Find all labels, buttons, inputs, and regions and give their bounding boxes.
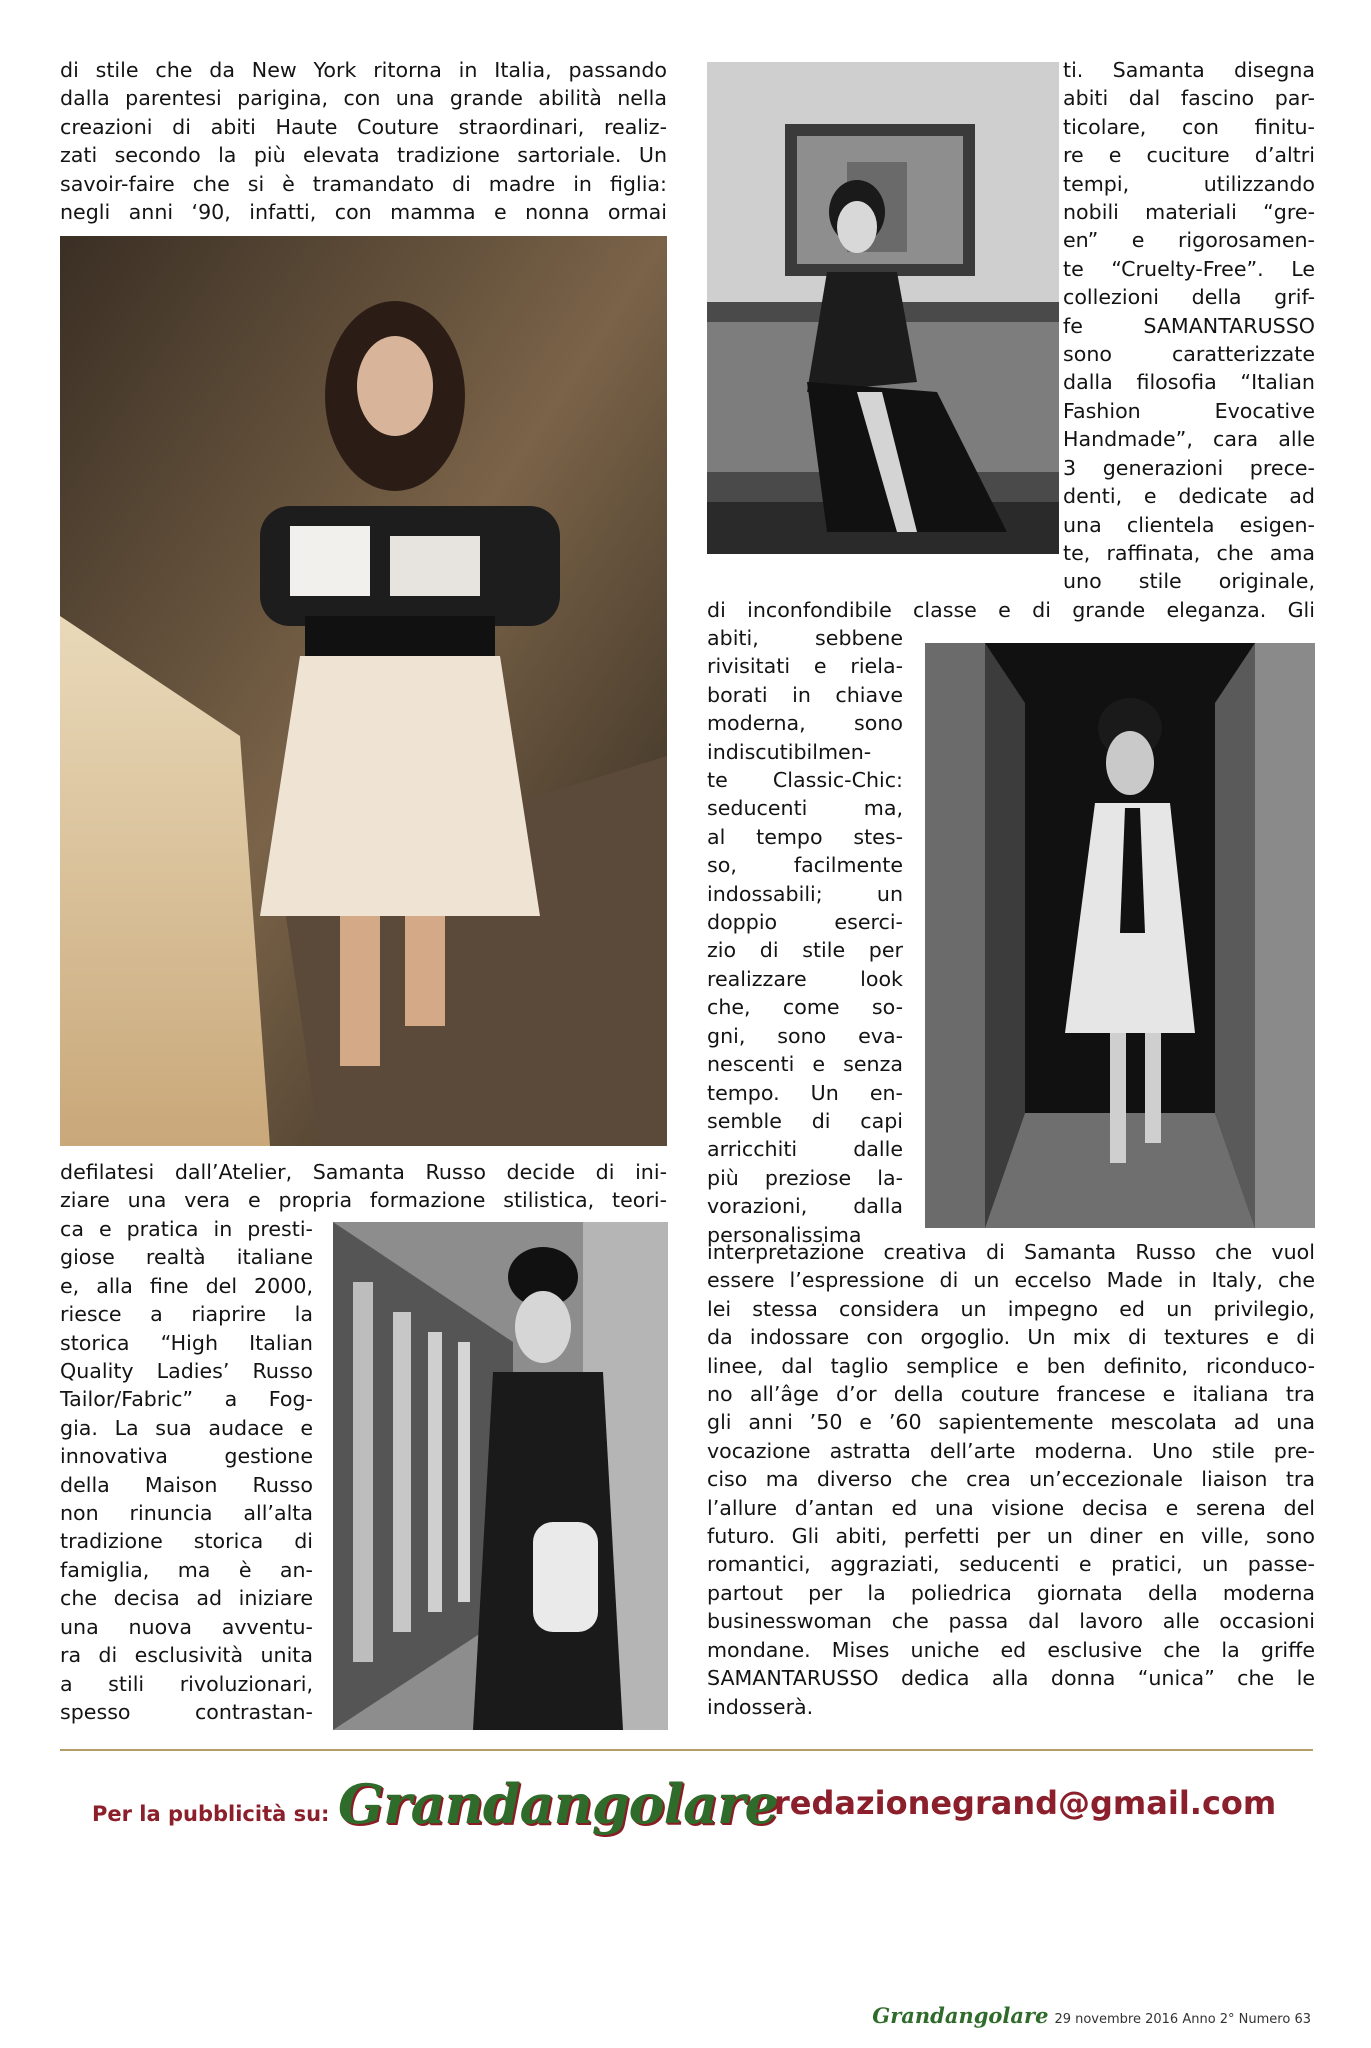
text-line: che decisa ad iniziare	[60, 1586, 313, 1611]
article-col2-fullline	[707, 596, 1315, 624]
text-line: fe SAMANTARUSSO	[1063, 313, 1315, 338]
text-line: ticolare, con finitu-	[1063, 114, 1315, 139]
text-line: più preziose la-	[707, 1165, 903, 1190]
text-line: semble di capi	[707, 1108, 903, 1133]
article-col1-mid	[60, 1158, 667, 1215]
text-line: SAMANTARUSSO dedica alla donna “unica” che le	[707, 1666, 1315, 1691]
text-line: tempi, utilizzando	[1063, 171, 1315, 196]
text-line: famiglia, ma è an-	[60, 1557, 313, 1582]
photo-model-stairs	[60, 236, 667, 1146]
text-line: doppio eserci-	[707, 910, 903, 935]
text-line: no all’âge d’or della couture francese e italiana tra	[707, 1382, 1315, 1407]
text-line: en” e rigorosamen-	[1063, 228, 1315, 253]
footer-logo: Grandangolare	[872, 2003, 1049, 2028]
text-line: essere l’espressione di un eccelso Made in Italy, che	[707, 1268, 1315, 1293]
text-line: 3 generazioni prece-	[1063, 455, 1315, 480]
text-line: Handmade”, cara alle	[1063, 427, 1315, 452]
article-col1-narrow	[60, 1215, 313, 1726]
text-line: di inconfondibile classe e di grande eleganza. Gli	[707, 598, 1315, 622]
text-line: mondane. Mises uniche ed esclusive che la griffe	[707, 1637, 1315, 1662]
photo-model-corridor	[333, 1222, 668, 1730]
text-line: indiscutibilmen-	[707, 739, 872, 764]
text-line: l’allure d’antan ed una visione decisa e serena del	[707, 1495, 1315, 1520]
text-line: borati in chiave	[707, 682, 903, 707]
text-line: giose realtà italiane	[60, 1245, 313, 1270]
photo-model-sofa	[707, 62, 1059, 554]
text-line: non rinuncia all’alta	[60, 1501, 313, 1526]
text-line: dalla filosofia “Italian	[1063, 370, 1315, 395]
article-col1-top	[60, 56, 667, 226]
text-line: futuro. Gli abiti, perfetti per un diner en ville, sono	[707, 1524, 1315, 1549]
text-line: negli anni ‘90, infatti, con mamma e nonna ormai	[60, 200, 667, 225]
text-line: riesce a riaprire la	[60, 1302, 313, 1327]
text-line: e, alla fine del 2000,	[60, 1273, 313, 1298]
text-line: indossabili; un	[707, 881, 903, 906]
text-line: moderna, sono	[707, 711, 903, 736]
text-line: di stile che da New York ritorna in Italia, passando	[60, 58, 667, 82]
text-line: una nuova avventu-	[60, 1614, 313, 1639]
text-line: te Classic-Chic:	[707, 768, 903, 793]
text-line: zio di stile per	[707, 938, 903, 963]
text-line: ra di esclusività unita	[60, 1643, 313, 1668]
text-line: da indossare con orgoglio. Un mix di textures e di	[707, 1325, 1315, 1350]
text-line: gni, sono eva-	[707, 1023, 903, 1048]
text-line: al tempo stes-	[707, 824, 903, 849]
text-line: abiti, sebbene	[707, 626, 903, 650]
ad-logo-text: Grandangolare	[338, 1772, 778, 1836]
text-line: partout per la poliedrica giornata della moderna	[707, 1580, 1315, 1605]
text-line: ciso ma diverso che crea un’eccezionale liaison tra	[707, 1467, 1315, 1492]
text-line: Quality Ladies’ Russo	[60, 1359, 313, 1384]
text-line: Tailor/Fabric” a Fog-	[60, 1387, 313, 1412]
text-line: dalla parentesi parigina, con una grande abilità nella	[60, 86, 667, 111]
text-line: romantici, aggraziati, seducenti e pratici, un passe-	[707, 1552, 1315, 1577]
text-line: ziare una vera e propria formazione stilistica, teori-	[60, 1188, 667, 1213]
text-line: vorazioni, dalla	[707, 1194, 903, 1219]
text-line: realizzare look	[707, 966, 903, 991]
text-line: seducenti ma,	[707, 796, 903, 821]
text-line: gli anni ’50 e ’60 sapientemente mescolata ad una	[707, 1410, 1315, 1435]
text-line: te “Cruelty-Free”. Le	[1063, 256, 1315, 281]
text-line: denti, e dedicate ad	[1063, 484, 1315, 509]
text-line: defilatesi dall’Atelier, Samanta Russo decide di ini-	[60, 1160, 667, 1184]
text-line: interpretazione creativa di Samanta Russo che vuol	[707, 1240, 1315, 1264]
text-line: vocazione astratta dell’arte moderna. Uno stile pre-	[707, 1438, 1315, 1463]
text-line: gia. La sua audace e	[60, 1415, 313, 1440]
ad-email-link[interactable]: redazionegrand@gmail.com	[774, 1784, 1277, 1822]
text-line: indosserà.	[707, 1694, 814, 1719]
text-line: lei stessa considera un impegno ed un privilegio,	[707, 1296, 1315, 1321]
text-line: rivisitati e riela-	[707, 654, 903, 679]
ad-label: Per la pubblicità su:	[92, 1802, 330, 1826]
text-line: tradizione storica di	[60, 1529, 313, 1554]
text-line: ti. Samanta disegna	[1063, 58, 1315, 82]
text-line: arricchiti dalle	[707, 1137, 903, 1162]
text-line: ca e pratica in presti-	[60, 1217, 313, 1241]
photo-model-brick-doorway	[925, 643, 1315, 1228]
text-line: creazioni di abiti Haute Couture straordinari, realiz-	[60, 114, 667, 139]
footer-issue-info: 29 novembre 2016 Anno 2° Numero 63	[1054, 2012, 1311, 2027]
text-line: della Maison Russo	[60, 1472, 313, 1497]
text-line: che, come so-	[707, 995, 903, 1020]
article-col2-left	[707, 624, 903, 1249]
text-line: spesso contrastan-	[60, 1699, 313, 1724]
divider-rule	[60, 1749, 1313, 1751]
article-col2-right	[1063, 56, 1315, 596]
text-line: savoir-faire che si è tramandato di madre in figlia:	[60, 171, 667, 196]
text-line: businesswoman che passa dal lavoro alle occasioni	[707, 1609, 1315, 1634]
text-line: abiti dal fascino par-	[1063, 86, 1315, 111]
text-line: storica “High Italian	[60, 1330, 313, 1355]
text-line: re e cuciture d’altri	[1063, 143, 1315, 168]
text-line: a stili rivoluzionari,	[60, 1671, 313, 1696]
text-line: tempo. Un en-	[707, 1080, 903, 1105]
text-line: innovativa gestione	[60, 1444, 313, 1469]
text-line: nobili materiali “gre-	[1063, 200, 1315, 225]
article-col2-bottom	[707, 1238, 1315, 1721]
text-line: collezioni della grif-	[1063, 285, 1315, 310]
text-line: te, raffinata, che ama	[1063, 540, 1315, 565]
text-line: so, facilmente	[707, 853, 903, 878]
text-line: zati secondo la più elevata tradizione sartoriale. Un	[60, 143, 667, 168]
text-line: uno stile originale,	[1063, 569, 1315, 594]
page-footer	[872, 2003, 1311, 2028]
text-line: Fashion Evocative	[1063, 398, 1315, 423]
text-line: linee, dal taglio semplice e ben definito, riconduco-	[707, 1353, 1315, 1378]
text-line: sono caratterizzate	[1063, 342, 1315, 367]
text-line: nescenti e senza	[707, 1052, 903, 1077]
text-line: una clientela esigen-	[1063, 512, 1315, 537]
text-line: personalissima	[707, 1222, 862, 1247]
